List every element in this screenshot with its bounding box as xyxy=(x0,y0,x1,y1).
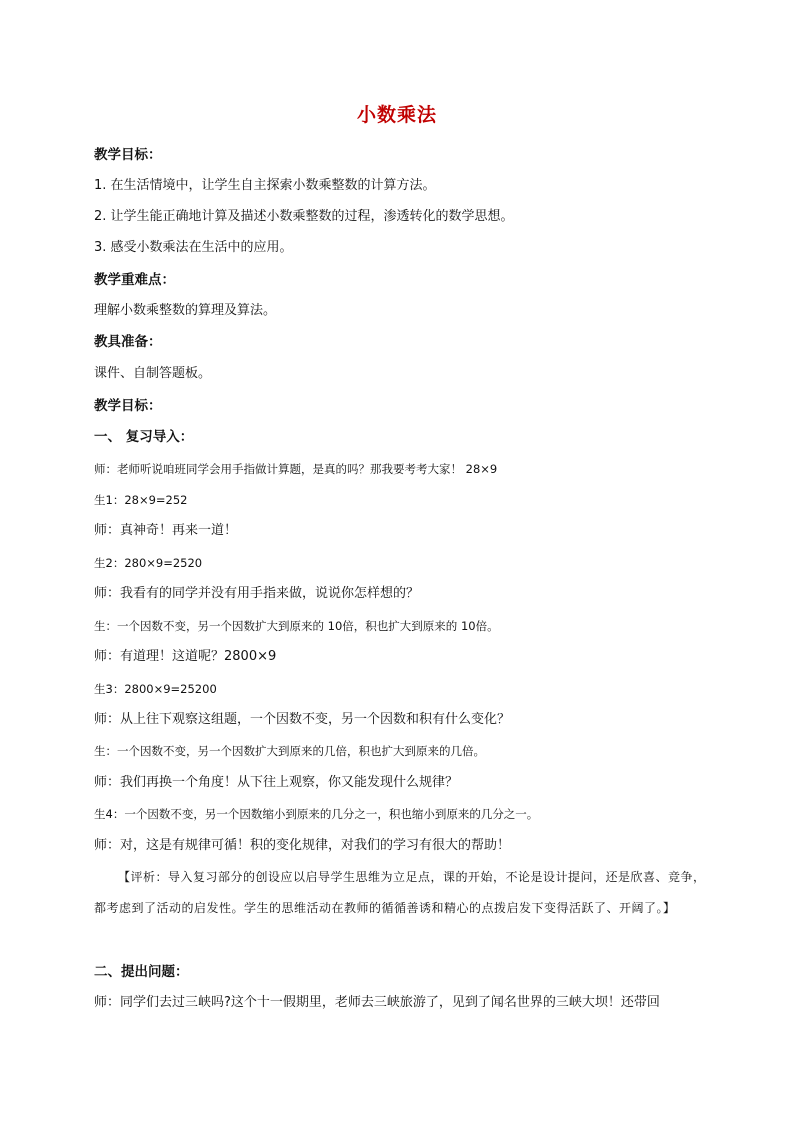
objective-item: 3. 感受小数乘法在生活中的应用。 xyxy=(94,240,293,255)
objective-item: 1. 在生活情境中，让学生自主探索小数乘整数的计算方法。 xyxy=(94,178,436,193)
part2-heading: 二、提出问题： xyxy=(94,964,189,980)
dialogue-line: 师：对，这是有规律可循！积的变化规律，对我们的学习有很大的帮助！ xyxy=(94,838,511,853)
document-title: 小数乘法 xyxy=(356,104,437,126)
dialogue-line: 生3：2800×9=25200 xyxy=(94,682,217,696)
materials-text: 课件、自制答题板。 xyxy=(94,366,212,381)
section-heading-objectives: 教学目标： xyxy=(94,147,162,163)
dialogue-line: 师：从上往下观察这组题，一个因数不变，另一个因数和积有什么变化？ xyxy=(94,712,511,727)
section-heading-materials: 教具准备： xyxy=(94,334,162,350)
objective-item: 2. 让学生能正确地计算及描述小数乘整数的过程，渗透转化的数学思想。 xyxy=(94,209,514,224)
teacher-comment: 【评析：导入复习部分的创设应以启导学生思维为立足点，课的开始，不论是设计提问，还是欣喜、竞争，都考虑到了活动的启发性。学生的思维活动在教师的循循善诱和精心的点拨启发下变得活跃了、开阔了。】 xyxy=(94,870,706,915)
section-heading-process: 教学目标： xyxy=(94,398,162,414)
body-text-line: 师：同学们去过三峡吗?这个十一假期里，老师去三峡旅游了，见到了闻名世界的三峡大坝！还带回 xyxy=(94,995,660,1010)
dialogue-line: 生：一个因数不变，另一个因数扩大到原来的 10倍，积也扩大到原来的 10倍。 xyxy=(94,619,499,633)
dialogue-line: 师：我们再换一个角度！从下往上观察，你又能发现什么规律？ xyxy=(94,775,459,790)
dialogue-line: 生4：一个因数不变，另一个因数缩小到原来的几分之一，积也缩小到原来的几分之一。 xyxy=(94,807,539,821)
dialogue-line: 师：老师听说咱班同学会用手指做计算题，是真的吗？那我要考考大家！ 28×9 xyxy=(94,462,498,476)
dialogue-line: 生2：280×9=2520 xyxy=(94,556,203,570)
section-heading-key-points: 教学重难点： xyxy=(94,272,175,288)
key-points-text: 理解小数乘整数的算理及算法。 xyxy=(94,303,277,318)
dialogue-line: 师：有道理！这道呢？2800×9 xyxy=(94,649,277,664)
dialogue-line: 生：一个因数不变，另一个因数扩大到原来的几倍，积也扩大到原来的几倍。 xyxy=(94,744,485,758)
part1-heading: 一、 复习导入： xyxy=(94,429,194,445)
dialogue-line: 生1：28×9=252 xyxy=(94,493,188,507)
dialogue-line: 师：真神奇！再来一道！ xyxy=(94,523,238,538)
dialogue-line: 师：我看有的同学并没有用手指来做，说说你怎样想的？ xyxy=(94,586,420,601)
